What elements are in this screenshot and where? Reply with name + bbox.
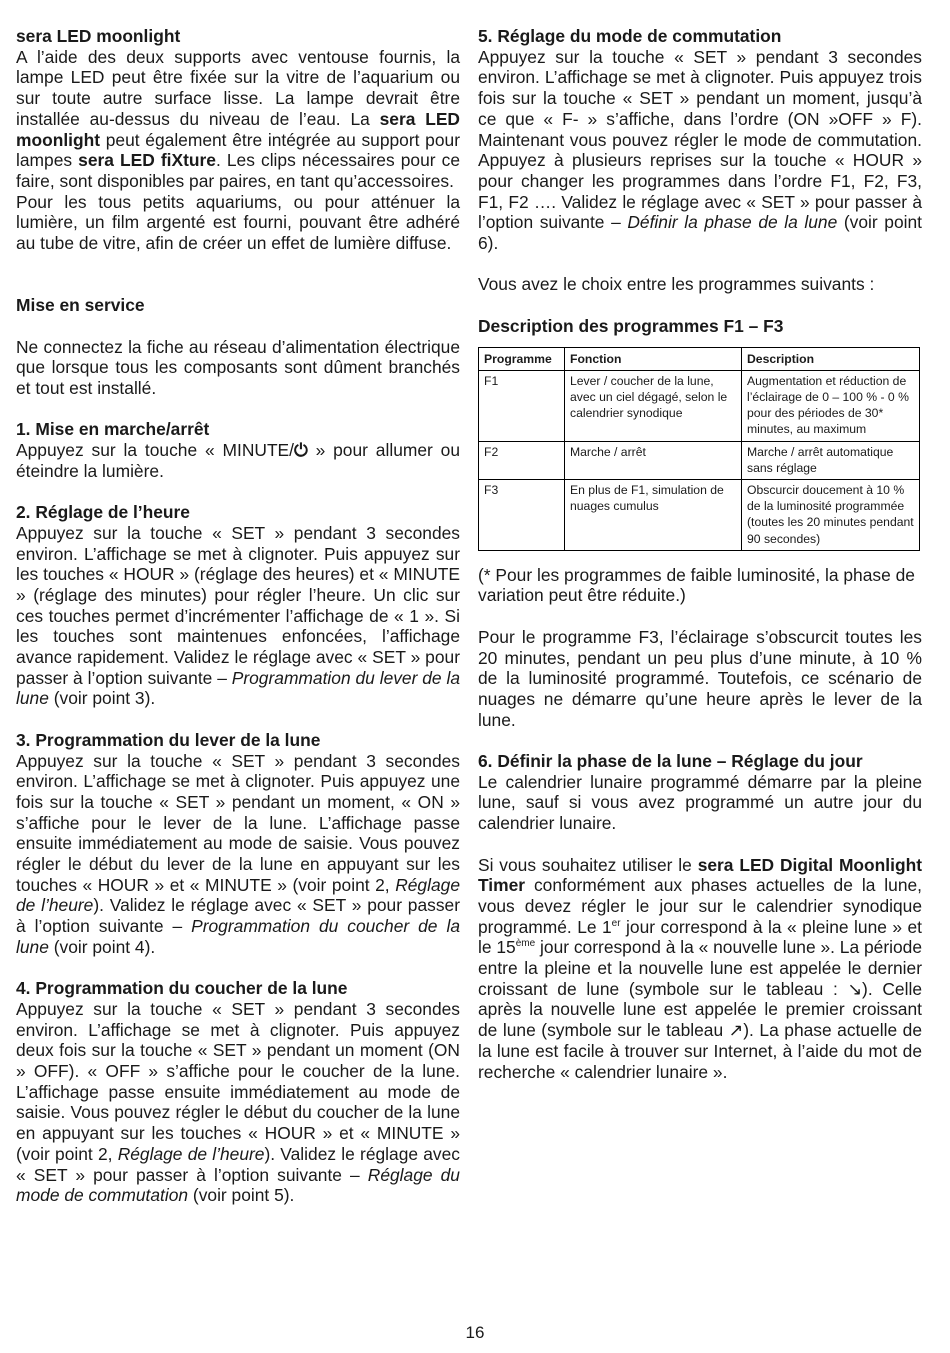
- service-heading: Mise en service: [16, 295, 145, 316]
- text-span: A l’aide des deux supports avec ventouse fournis, la lampe LED peut être fixée sur la vitre de l’aquarium ou sur toute autre surface lisse. La lampe devrait être installée au-dessus du niveau de l’eau. La: [16, 46, 460, 129]
- section-3-paragraph: [16, 751, 460, 958]
- cross-reference: Programmation du lever de la lune: [16, 667, 460, 709]
- text-span: (voir point 5).: [188, 1185, 295, 1206]
- text-span: . Les clips nécessaires pour ce faire, sont disponibles par paires, en tant qu’accessoires.: [16, 150, 460, 191]
- footnote: (* Pour les programmes de faible luminosité, la phase de variation peut être réduite.): [478, 564, 915, 606]
- service-paragraph: Ne connectez la fiche au réseau d’alimentation électrique que lorsque tous les composants sont dûment branchés et tout est installé.: [16, 336, 460, 398]
- text-span: Si vous souhaitez utiliser le: [478, 854, 698, 875]
- text-span: ). Validez le réglage avec « SET » pour passer à l’option suivante –: [16, 1143, 460, 1185]
- column-header: Description: [742, 347, 920, 370]
- page-number: 16: [465, 1323, 485, 1342]
- f3-paragraph: Pour le programme F3, l’éclairage s’obscurcit toutes les 20 minutes, pendant un peu plus d’une minute, à 10 % de la luminosité programmé. Toutefois, ce scénario de nuages ne démarre qu’une heure après le lever de la lune.: [478, 626, 922, 730]
- cross-reference: Définir la phase de la lune: [627, 212, 838, 233]
- table-cell: Augmentation et réduction de l’éclairage de 0 – 100 % - 0 % pour des périodes de 30* minutes, au maximum: [742, 370, 920, 441]
- section-6-heading: 6. Définir la phase de la lune – Réglage du jour: [478, 751, 863, 772]
- section-5-paragraph: [478, 47, 922, 254]
- table-row: [479, 370, 920, 441]
- table-cell: En plus de F1, simulation de nuages cumulus: [565, 479, 742, 550]
- text-span: Appuyez sur la touche « SET » pendant 3 secondes environ. L’affichage se met à clignoter. Puis appuyez une fois sur la touche « SET » pendant un moment, « ON » s’affiche pour le lever de la lune. L’affichage passe ensuite immédiatement au mode de saisie. Vous pouvez régler le début du lever de la lune en appuyant sur les touches « HOUR » et « MINUTE » (voir point 2,: [16, 750, 460, 895]
- text-span: Appuyez sur la touche « MINUTE/: [16, 440, 294, 461]
- table-cell: Obscurcir doucement à 10 % de la luminosité programmée (toutes les 20 minutes pendant 90 secondes): [742, 479, 920, 550]
- left-column: [16, 26, 460, 1206]
- section-6-paragraph-1: Le calendrier lunaire programmé démarre par la pleine lune, sauf si vous avez programmé un autre jour du calendrier lunaire.: [478, 771, 922, 834]
- section-2-paragraph: [16, 523, 460, 709]
- table-row: [479, 441, 920, 479]
- superscript: er: [611, 917, 621, 929]
- programs-heading: Description des programmes F1 – F3: [478, 315, 784, 336]
- text-span: peut également être intégrée au support pour lampes: [16, 129, 460, 171]
- table-cell: F1: [479, 370, 565, 441]
- text-span: Appuyez sur la touche « SET » pendant 3 secondes environ. L’affichage se met à clignoter. Puis appuyez sur les touches « HOUR » (réglage des heures) et « MINUTE » (réglage des minutes) pour régler l’heure. Un clic sur ces touches permet d’incrémenter l’affichage de « 1 ». Si les touches sont maintenues enfoncées, l’affichage avance rapidement. Validez le réglage avec « SET » pour passer à l’option suivante –: [16, 522, 460, 688]
- column-header: Programme: [479, 347, 565, 370]
- section-1-paragraph: [16, 440, 460, 481]
- product-name: sera LED moonlight: [16, 108, 460, 150]
- table-cell: Lever / coucher de la lune, avec un ciel dégagé, selon le calendrier synodique: [565, 370, 742, 441]
- right-column: [478, 26, 922, 1082]
- text-span: Appuyez sur la touche « SET » pendant 3 secondes environ. L’affichage se met à clignoter. Puis appuyez trois fois sur la touche « SET » pendant un moment, jusqu’à ce que « F- » s’affiche, dans l’ordre (ON »OFF » F). Maintenant vous pouvez régler le mode de commutation. Appuyez à plusieurs reprises sur la touche « HOUR » pour changer les programmes dans l’ordre F1, F2, F3, F1, F2 …. Validez le réglage avec « SET » pour passer à l’option suivante –: [478, 46, 922, 233]
- table-header-row: [479, 347, 920, 370]
- table-cell: Marche / arrêt: [565, 441, 742, 479]
- moonlight-paragraph-2: Pour les tous petits aquariums, ou pour atténuer la lumière, un film argenté est fourni, pouvant être adhéré au tube de vitre, afin de créer un effet de lumière diffuse.: [16, 191, 460, 254]
- table-row: [479, 479, 920, 550]
- section-1-heading: 1. Mise en marche/arrêt: [16, 419, 210, 440]
- text-span: ). Validez le réglage avec « SET » pour passer à l’option suivante –: [16, 895, 460, 937]
- section-4-heading: 4. Programmation du coucher de la lune: [16, 978, 348, 999]
- table-cell: F3: [479, 479, 565, 550]
- text-span: » pour allumer ou éteindre la lumière.: [16, 440, 461, 481]
- moonlight-heading: sera LED moonlight: [16, 26, 181, 46]
- power-icon: ⏻: [294, 440, 308, 461]
- text-span: (voir point 6).: [478, 212, 922, 254]
- text-span: conformément aux phases actuelles de la lune, vous devez régler le jour sur le calendrier synodique programmé. Le 1: [478, 875, 922, 937]
- text-span: Appuyez sur la touche « SET » pendant 3 secondes environ. L’affichage se met à clignoter. Puis appuyez deux fois sur la touche « SET » pendant un moment (ON » OFF). « OFF » s’affiche pour le coucher de la lune. L’affichage passe ensuite immédiatement au mode de saisie. Vous pouvez régler le début du coucher de la lune en appuyant sur les touches « HOUR » et « MINUTE » (voir point 2,: [16, 998, 460, 1164]
- programs-table: [478, 347, 920, 551]
- text-span: jour correspond à la « pleine lune » et le 15: [478, 916, 922, 958]
- text-span: jour correspond à la « nouvelle lune ». La période entre la pleine et la nouvelle lune est appelée le dernier croissant de lune (symbole sur le tableau : ↘). Celle après la nouvelle lune est appelée le premier croissant de lune (symbole sur le tableau ↗). La phase actuelle de la lune est facile à trouver sur Internet, à l’aide du mot de recherche « calendrier lunaire ».: [478, 937, 922, 1082]
- table-cell: Marche / arrêt automatique sans réglage: [742, 441, 920, 479]
- section-6-paragraph-2: [478, 855, 922, 1083]
- cross-reference: Réglage de l’heure: [117, 1143, 265, 1164]
- table-cell: F2: [479, 441, 565, 479]
- section-4-paragraph: [16, 999, 460, 1206]
- product-name: sera LED fiXture: [78, 150, 216, 171]
- choice-paragraph: Vous avez le choix entre les programmes suivants :: [478, 274, 875, 295]
- column-header: Fonction: [565, 347, 742, 370]
- moonlight-paragraph-1: [16, 47, 460, 192]
- cross-reference: Réglage de l’heure: [16, 874, 460, 916]
- text-span: (voir point 4).: [48, 936, 156, 957]
- cross-reference: Programmation du coucher de la lune: [16, 916, 460, 957]
- section-5-heading: 5. Réglage du mode de commutation: [478, 26, 782, 46]
- product-name: sera LED Digital Moonlight Timer: [478, 854, 922, 896]
- section-2-heading: 2. Réglage de l’heure: [16, 502, 190, 523]
- text-span: (voir point 3).: [48, 688, 156, 709]
- section-3-heading: 3. Programmation du lever de la lune: [16, 729, 321, 750]
- cross-reference: Réglage du mode de commutation: [16, 1164, 460, 1206]
- superscript: ème: [515, 938, 536, 950]
